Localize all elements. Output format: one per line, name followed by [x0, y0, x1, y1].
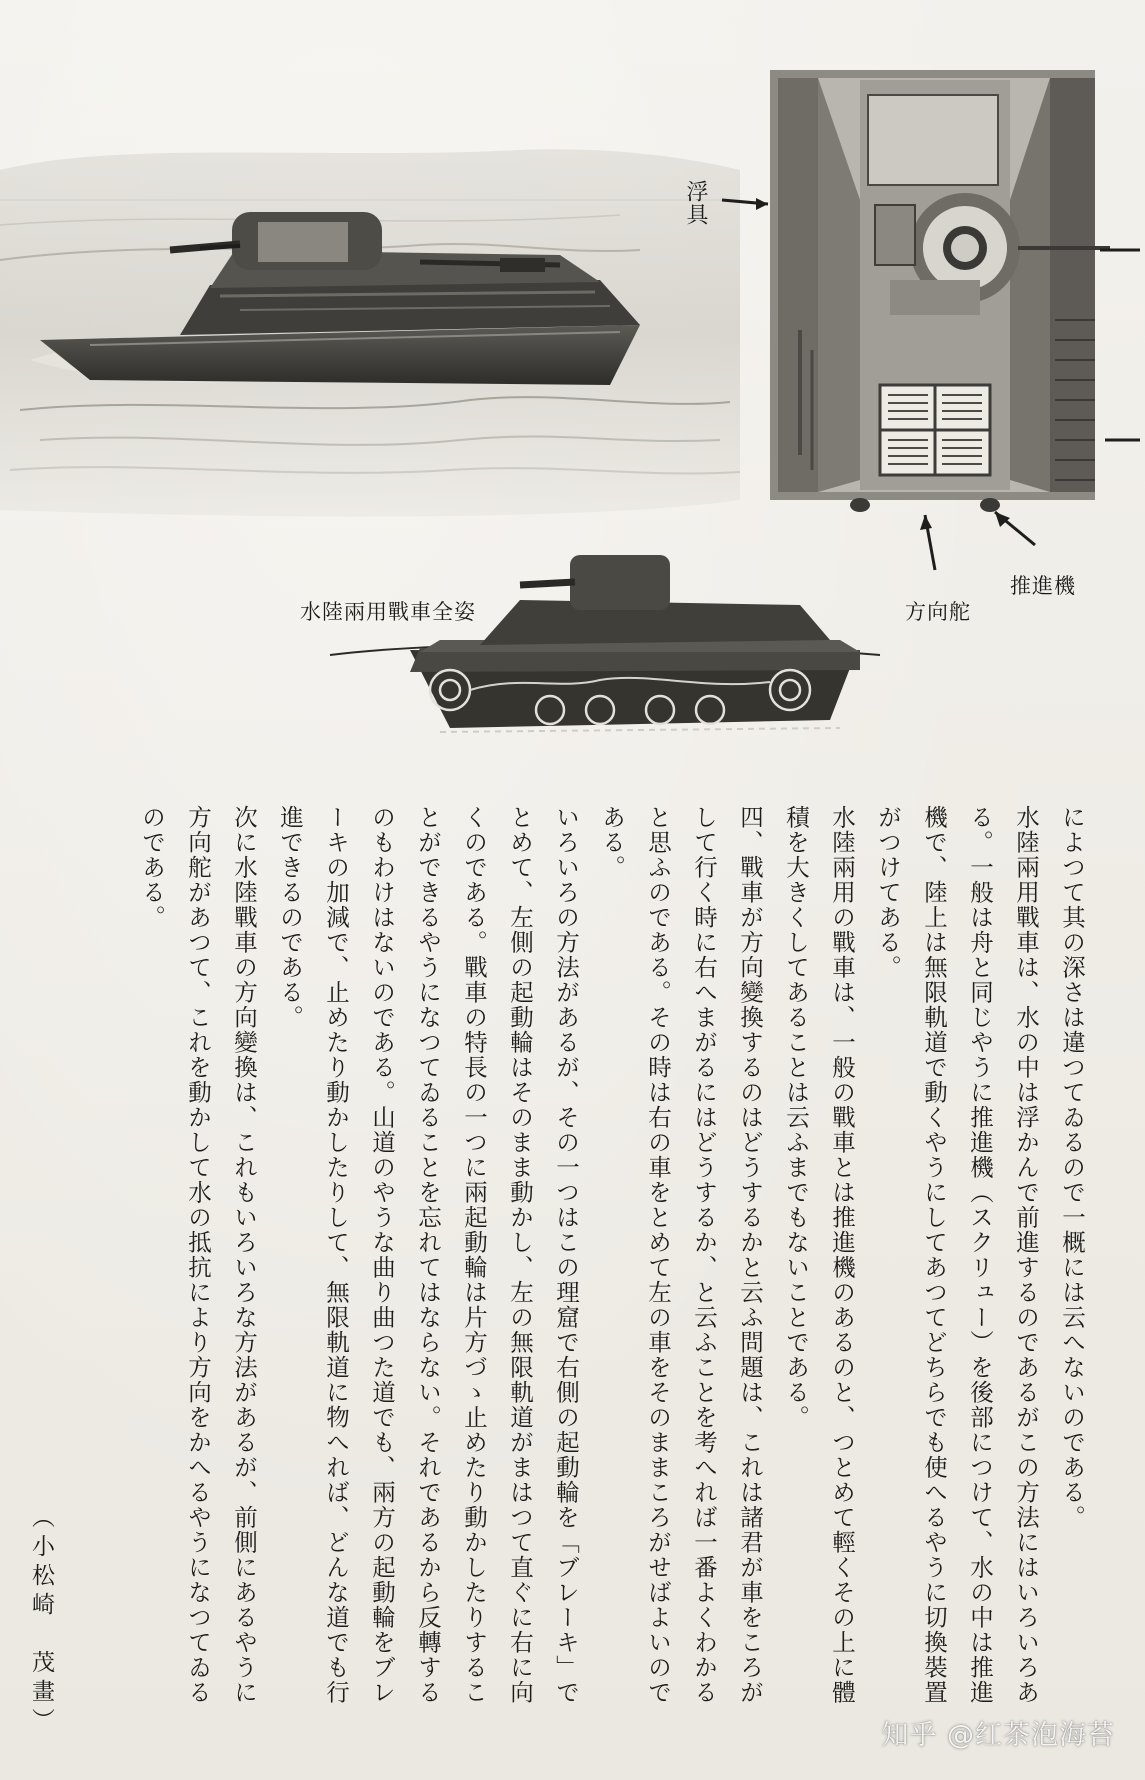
- float-label: 浮具: [683, 180, 708, 226]
- article-paragraph: 水陸兩用の戰車は、一般の戰車とは推進機のあるのと、つとめて輕くその上に體積を大きくしてあることは云ふまでもないことである。: [782, 805, 856, 1705]
- tank-caption: 水陸兩用戰車全姿: [300, 600, 476, 624]
- article-paragraph: 四、戰車が方向變換するのはどうするかと云ふ問題は、これは諸君が車をころがして行く時に右へまがるにはどうするか、と云ふことを考へれば一番よくわかると思ふのである。その時は右の車をとめて左の車をそのままころがせばよいのである。: [598, 805, 764, 1705]
- amphibious-tank-illustration: [0, 0, 1145, 790]
- article-paragraph: いろいろの方法があるが、その一つはこの理窟で右側の起動輪を「ブレーキ」でとめて、左側の起動輪はそのまま動かし、左の無限軌道がまはつて直ぐに右に向くのである。戰車の特長の一つに兩起動輪は片方づゝ止めたり動かしたりすることができるやうになつてゐることを忘れてはならない。それであるから反轉するのもわけはないのである。山道のやうな曲り曲つた道でも、兩方の起動輪をブレーキの加減で、止めたり動かしたりして、無限軌道に物へれば、どんな道でも行進できるのである。: [276, 805, 580, 1705]
- rudder-label: 方向舵: [905, 600, 971, 624]
- article-paragraph: によつて其の深さは違つてゐるので一概には云へないのである。: [1058, 805, 1086, 1530]
- illustration-drawing: [0, 0, 1145, 790]
- source-watermark: 知乎 @红茶泡海苔: [881, 1720, 1115, 1751]
- illustrator-signature: （小松崎 茂畫）: [28, 1505, 54, 1737]
- article-paragraph: 水陸兩用戰車は、水の中は浮かんで前進するのであるがこの方法にはいろいろある。一般は舟と同じやうに推進機（スクリュー）を後部につけて、水の中は推進機で、陸上は無限軌道で動くやうにしてあつてどちらでも使へるやうに切換裝置がつけてある。: [874, 805, 1040, 1705]
- tank-side-view-drawing: [330, 555, 880, 732]
- top-view-drawing: [722, 70, 1140, 570]
- propeller-label: 推進機: [1010, 574, 1076, 598]
- article-body: [65, 805, 1095, 1725]
- article-paragraph: 次に水陸戰車の方向變換は、これもいろいろな方法があるが、前側にあるやうに方向舵があつて、これを動かして水の抵抗により方向をかへるやうになつてゐるのである。: [138, 805, 258, 1705]
